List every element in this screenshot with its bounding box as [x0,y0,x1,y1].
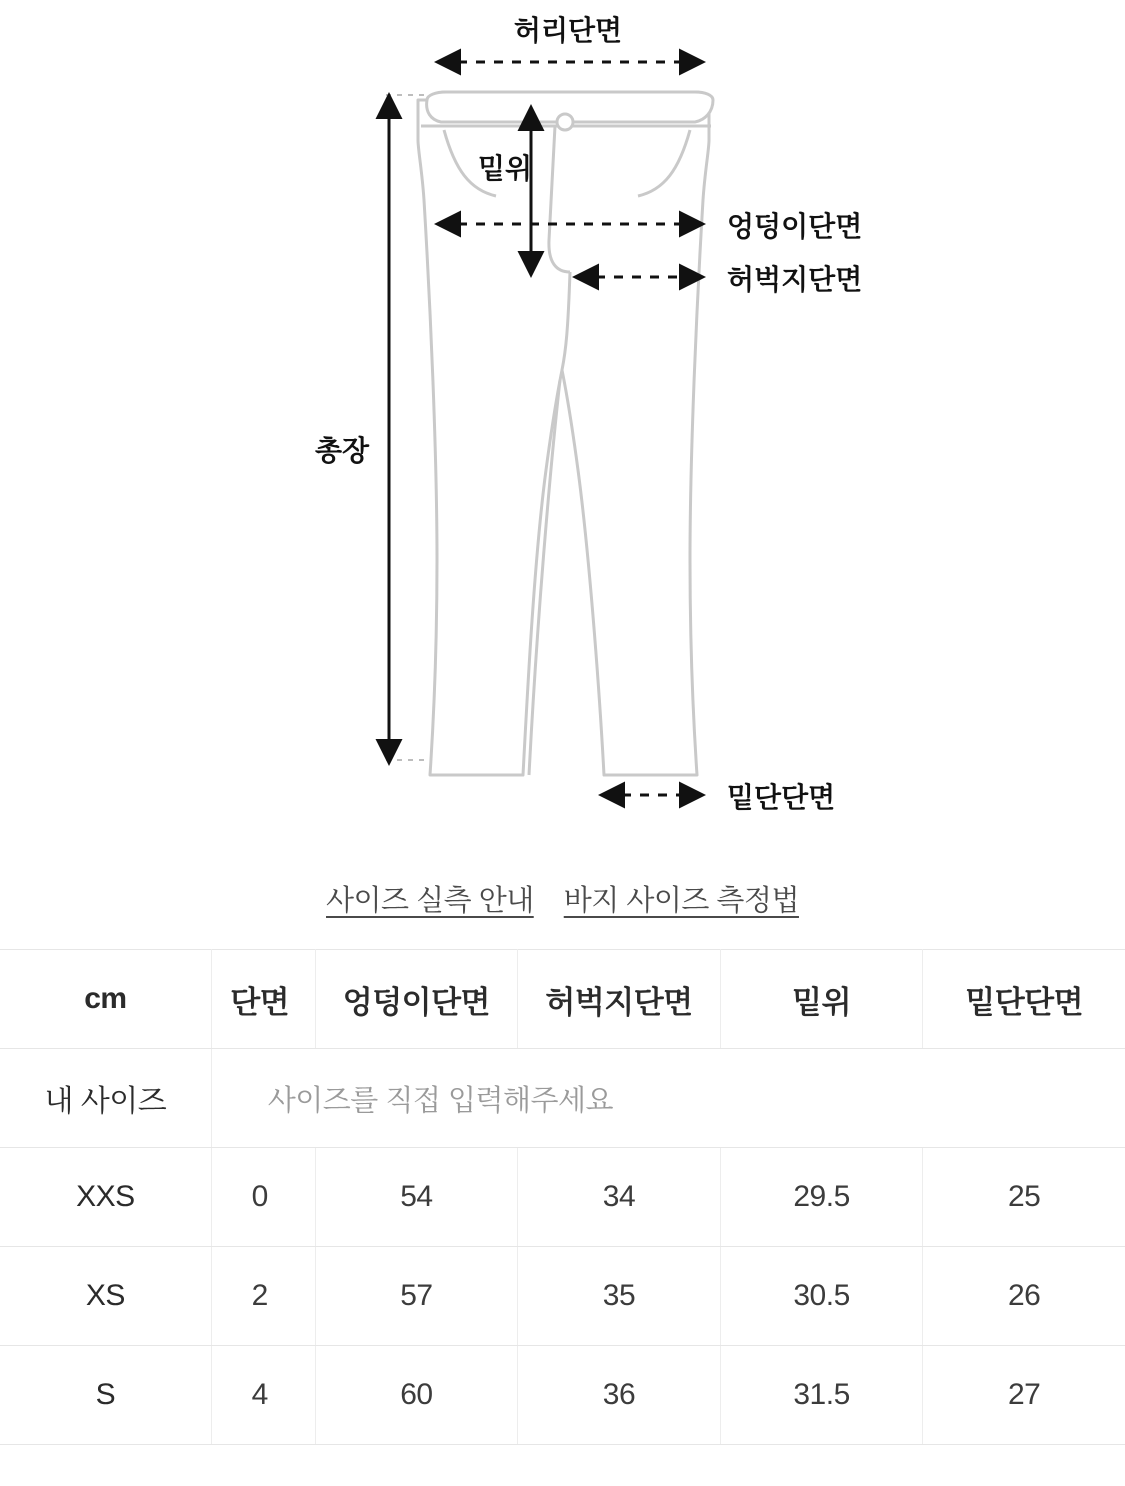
header-unit: cm [0,950,211,1049]
table-header-row [0,950,1125,1049]
header-thigh: 허벅지단면 [518,950,721,1049]
my-size-label: 내 사이즈 [0,1049,211,1148]
cell-s-rise: 31.5 [720,1346,923,1445]
size-label-s: S [0,1346,211,1445]
cell-s-hem: 27 [923,1346,1125,1445]
header-rise: 밑위 [720,950,923,1049]
hip-label: 엉덩이단면 [727,211,863,242]
header-waist [211,950,315,1049]
header-hip: 엉덩이단면 [315,950,518,1049]
cell-xxs-waist-text: 0 [251,1180,268,1213]
pants-measure-link[interactable]: 바지 사이즈 측정법 [563,885,799,917]
cell-xxs-thigh: 34 [518,1148,721,1247]
table-row [0,1346,1125,1445]
rise-label: 밑위 [477,153,533,184]
cell-s-hip: 60 [315,1346,518,1445]
cell-xxs-waist [211,1148,315,1247]
table-row [0,1148,1125,1247]
size-guide-link[interactable]: 사이즈 실측 안내 [326,885,534,917]
waist-label: 허리단면 [513,15,623,46]
size-label-xs: XS [0,1247,211,1346]
size-table [0,949,1125,1445]
cell-s-thigh: 36 [518,1346,721,1445]
cell-xxs-rise: 29.5 [720,1148,923,1247]
cell-s-waist [211,1346,315,1445]
size-label-xxs: XXS [0,1148,211,1247]
my-size-input[interactable]: 사이즈를 직접 입력해주세요 [211,1049,1125,1148]
total-length-label: 총장 [314,435,370,466]
table-row [0,1247,1125,1346]
header-hem: 밑단단면 [923,950,1125,1049]
cell-xs-thigh: 35 [518,1247,721,1346]
cell-xs-waist [211,1247,315,1346]
cell-xxs-hem: 25 [923,1148,1125,1247]
header-waist-text: 단면 [230,984,290,1020]
hem-label: 밑단단면 [727,782,836,813]
cell-xs-rise: 30.5 [720,1247,923,1346]
cell-xs-hem: 26 [923,1247,1125,1346]
cell-xs-hip: 57 [315,1247,518,1346]
thigh-label: 허벅지단면 [727,264,863,295]
cell-s-waist-text: 4 [251,1378,268,1411]
cell-xs-waist-text: 2 [251,1279,268,1312]
guide-links [0,860,1125,949]
cell-xxs-hip: 54 [315,1148,518,1247]
my-size-row[interactable] [0,1049,1125,1148]
